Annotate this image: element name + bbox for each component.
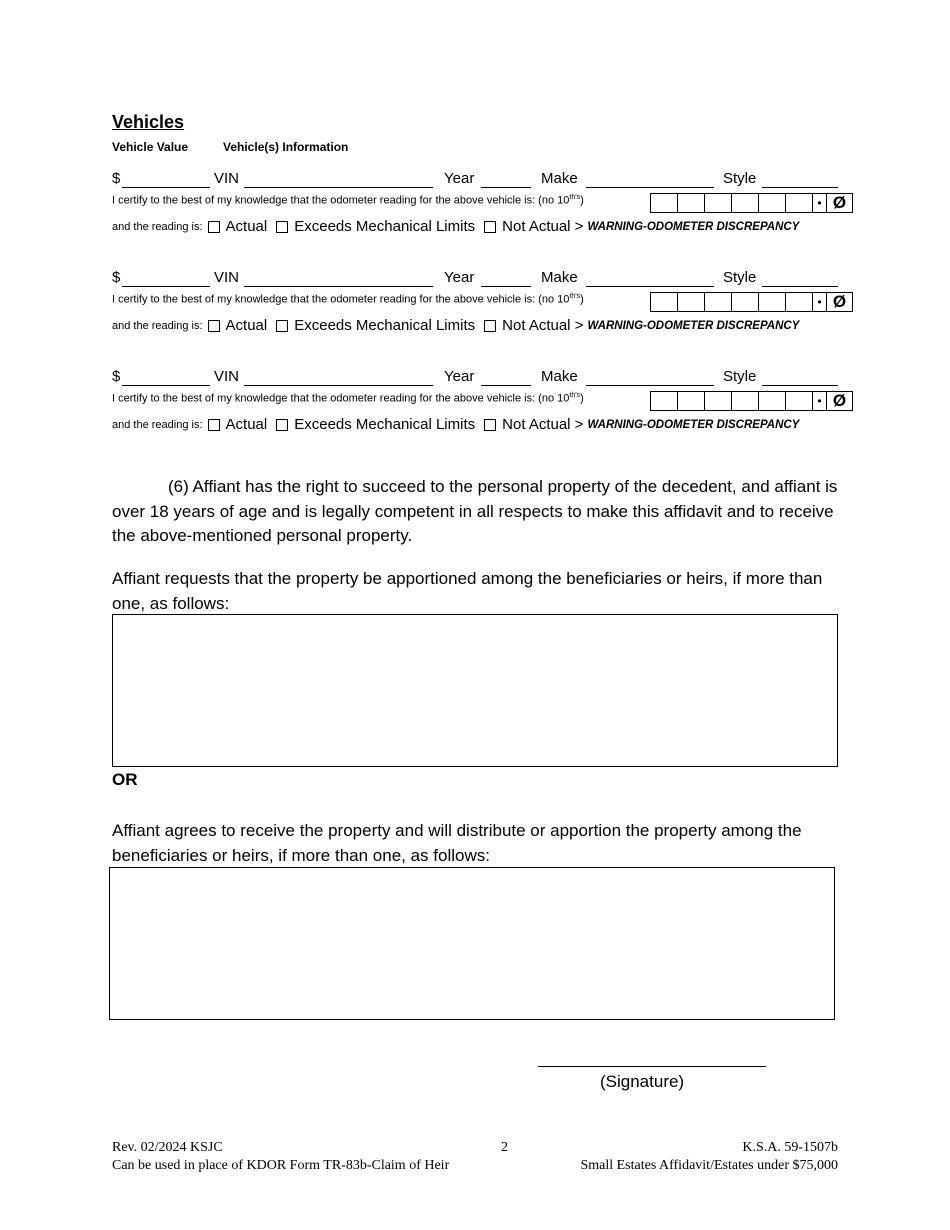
make-field[interactable] <box>586 385 714 386</box>
footer-left <box>112 1139 449 1175</box>
not-actual-checkbox[interactable] <box>484 320 496 332</box>
signature-label: (Signature) <box>600 1072 685 1091</box>
exceeds-limits-label: Exceeds Mechanical Limits <box>294 317 476 334</box>
footer-right <box>580 1139 838 1175</box>
section-title: Vehicles <box>112 112 185 132</box>
style-label: Style <box>723 170 757 187</box>
distribute-agreement-box[interactable] <box>109 867 835 1020</box>
year-label: Year <box>444 269 475 286</box>
year-label: Year <box>444 170 475 187</box>
exceeds-limits-checkbox[interactable] <box>276 221 288 233</box>
reading-label: and the reading is: <box>112 319 203 332</box>
make-label: Make <box>541 170 578 187</box>
style-field[interactable] <box>762 286 838 287</box>
signature-line[interactable] <box>538 1050 766 1067</box>
actual-label: Actual <box>225 218 268 235</box>
vehicle-entry-3 <box>112 368 872 438</box>
apportion-request-text: Affiant requests that the property be apportioned among the beneficiaries or heirs, if more than one, as follows: <box>112 569 823 613</box>
style-label: Style <box>723 269 757 286</box>
reading-label: and the reading is: <box>112 220 203 233</box>
make-label: Make <box>541 269 578 286</box>
actual-checkbox[interactable] <box>208 320 220 332</box>
value-dollar-sign: $ <box>112 170 121 187</box>
vehicle-entry-2 <box>112 269 872 339</box>
actual-checkbox[interactable] <box>208 419 220 431</box>
make-field[interactable] <box>586 286 714 287</box>
odometer-certify-text: I certify to the best of my knowledge that the odometer reading for the above vehicle is: (no $10^{th's}$) <box>112 293 584 306</box>
vin-field[interactable] <box>244 385 433 386</box>
not-actual-label: Not Actual > <box>502 317 584 334</box>
make-label: Make <box>541 368 578 385</box>
not-actual-label: Not Actual > <box>502 218 584 235</box>
null-digit-icon: Ø <box>826 193 853 213</box>
year-field[interactable] <box>481 286 531 287</box>
vehicle-value-field[interactable] <box>122 187 210 188</box>
apportion-request-box[interactable] <box>112 614 838 767</box>
actual-label: Actual <box>225 317 268 334</box>
column-header-value: Vehicle Value <box>112 140 189 154</box>
not-actual-checkbox[interactable] <box>484 419 496 431</box>
value-dollar-sign: $ <box>112 269 121 286</box>
year-field[interactable] <box>481 187 531 188</box>
odometer-reading-boxes[interactable] <box>650 292 853 312</box>
revision-date: Rev. 02/2024 KSJC <box>112 1140 223 1155</box>
exceeds-limits-label: Exceeds Mechanical Limits <box>294 218 476 235</box>
column-header-info: Vehicle(s) Information <box>223 140 349 154</box>
vehicle-value-field[interactable] <box>122 286 210 287</box>
distribute-agreement-text: Affiant agrees to receive the property and will distribute or apportion the property among the beneficiaries or heirs, if more than one, as follows: <box>112 821 802 865</box>
statute-reference: K.S.A. 59-1507b <box>742 1140 838 1155</box>
exceeds-limits-label: Exceeds Mechanical Limits <box>294 416 476 433</box>
or-separator: OR <box>112 770 138 789</box>
actual-checkbox[interactable] <box>208 221 220 233</box>
vin-label: VIN <box>214 170 240 187</box>
odometer-reading-boxes[interactable] <box>650 193 853 213</box>
not-actual-checkbox[interactable] <box>484 221 496 233</box>
make-field[interactable] <box>586 187 714 188</box>
exceeds-limits-checkbox[interactable] <box>276 419 288 431</box>
odometer-certify-text: I certify to the best of my knowledge that the odometer reading for the above vehicle is: (no $10^{th's}$) <box>112 194 584 207</box>
reading-label: and the reading is: <box>112 418 203 431</box>
odometer-warning: WARNING-ODOMETER DISCREPANCY <box>587 418 800 431</box>
odometer-warning: WARNING-ODOMETER DISCREPANCY <box>587 220 800 233</box>
style-field[interactable] <box>762 385 838 386</box>
odometer-warning: WARNING-ODOMETER DISCREPANCY <box>587 319 800 332</box>
vin-field[interactable] <box>244 286 433 287</box>
year-field[interactable] <box>481 385 531 386</box>
form-title: Small Estates Affidavit/Estates under $75,000 <box>580 1158 838 1173</box>
kdor-form-note: Can be used in place of KDOR Form TR-83b-Claim of Heir <box>112 1158 450 1173</box>
vin-label: VIN <box>214 269 240 286</box>
page-number: 2 <box>501 1140 508 1155</box>
null-digit-icon: Ø <box>826 391 853 411</box>
year-label: Year <box>444 368 475 385</box>
style-label: Style <box>723 368 757 385</box>
not-actual-label: Not Actual > <box>502 416 584 433</box>
odometer-reading-boxes[interactable] <box>650 391 853 411</box>
vin-label: VIN <box>214 368 240 385</box>
actual-label: Actual <box>225 416 268 433</box>
exceeds-limits-checkbox[interactable] <box>276 320 288 332</box>
style-field[interactable] <box>762 187 838 188</box>
vehicle-entry-1 <box>112 170 872 240</box>
vehicle-value-field[interactable] <box>122 385 210 386</box>
odometer-certify-text: I certify to the best of my knowledge that the odometer reading for the above vehicle is: (no $10^{th's}$) <box>112 392 584 405</box>
null-digit-icon: Ø <box>826 292 853 312</box>
vin-field[interactable] <box>244 187 433 188</box>
paragraph-6: (6) Affiant has the right to succeed to the personal property of the decedent, and affiant is over 18 years of age and is legally competent in all respects to make this affidavit and to receive the above-mentioned personal property. <box>112 477 838 545</box>
decimal-point: • <box>812 391 826 411</box>
value-dollar-sign: $ <box>112 368 121 385</box>
decimal-point: • <box>812 292 826 312</box>
decimal-point: • <box>812 193 826 213</box>
